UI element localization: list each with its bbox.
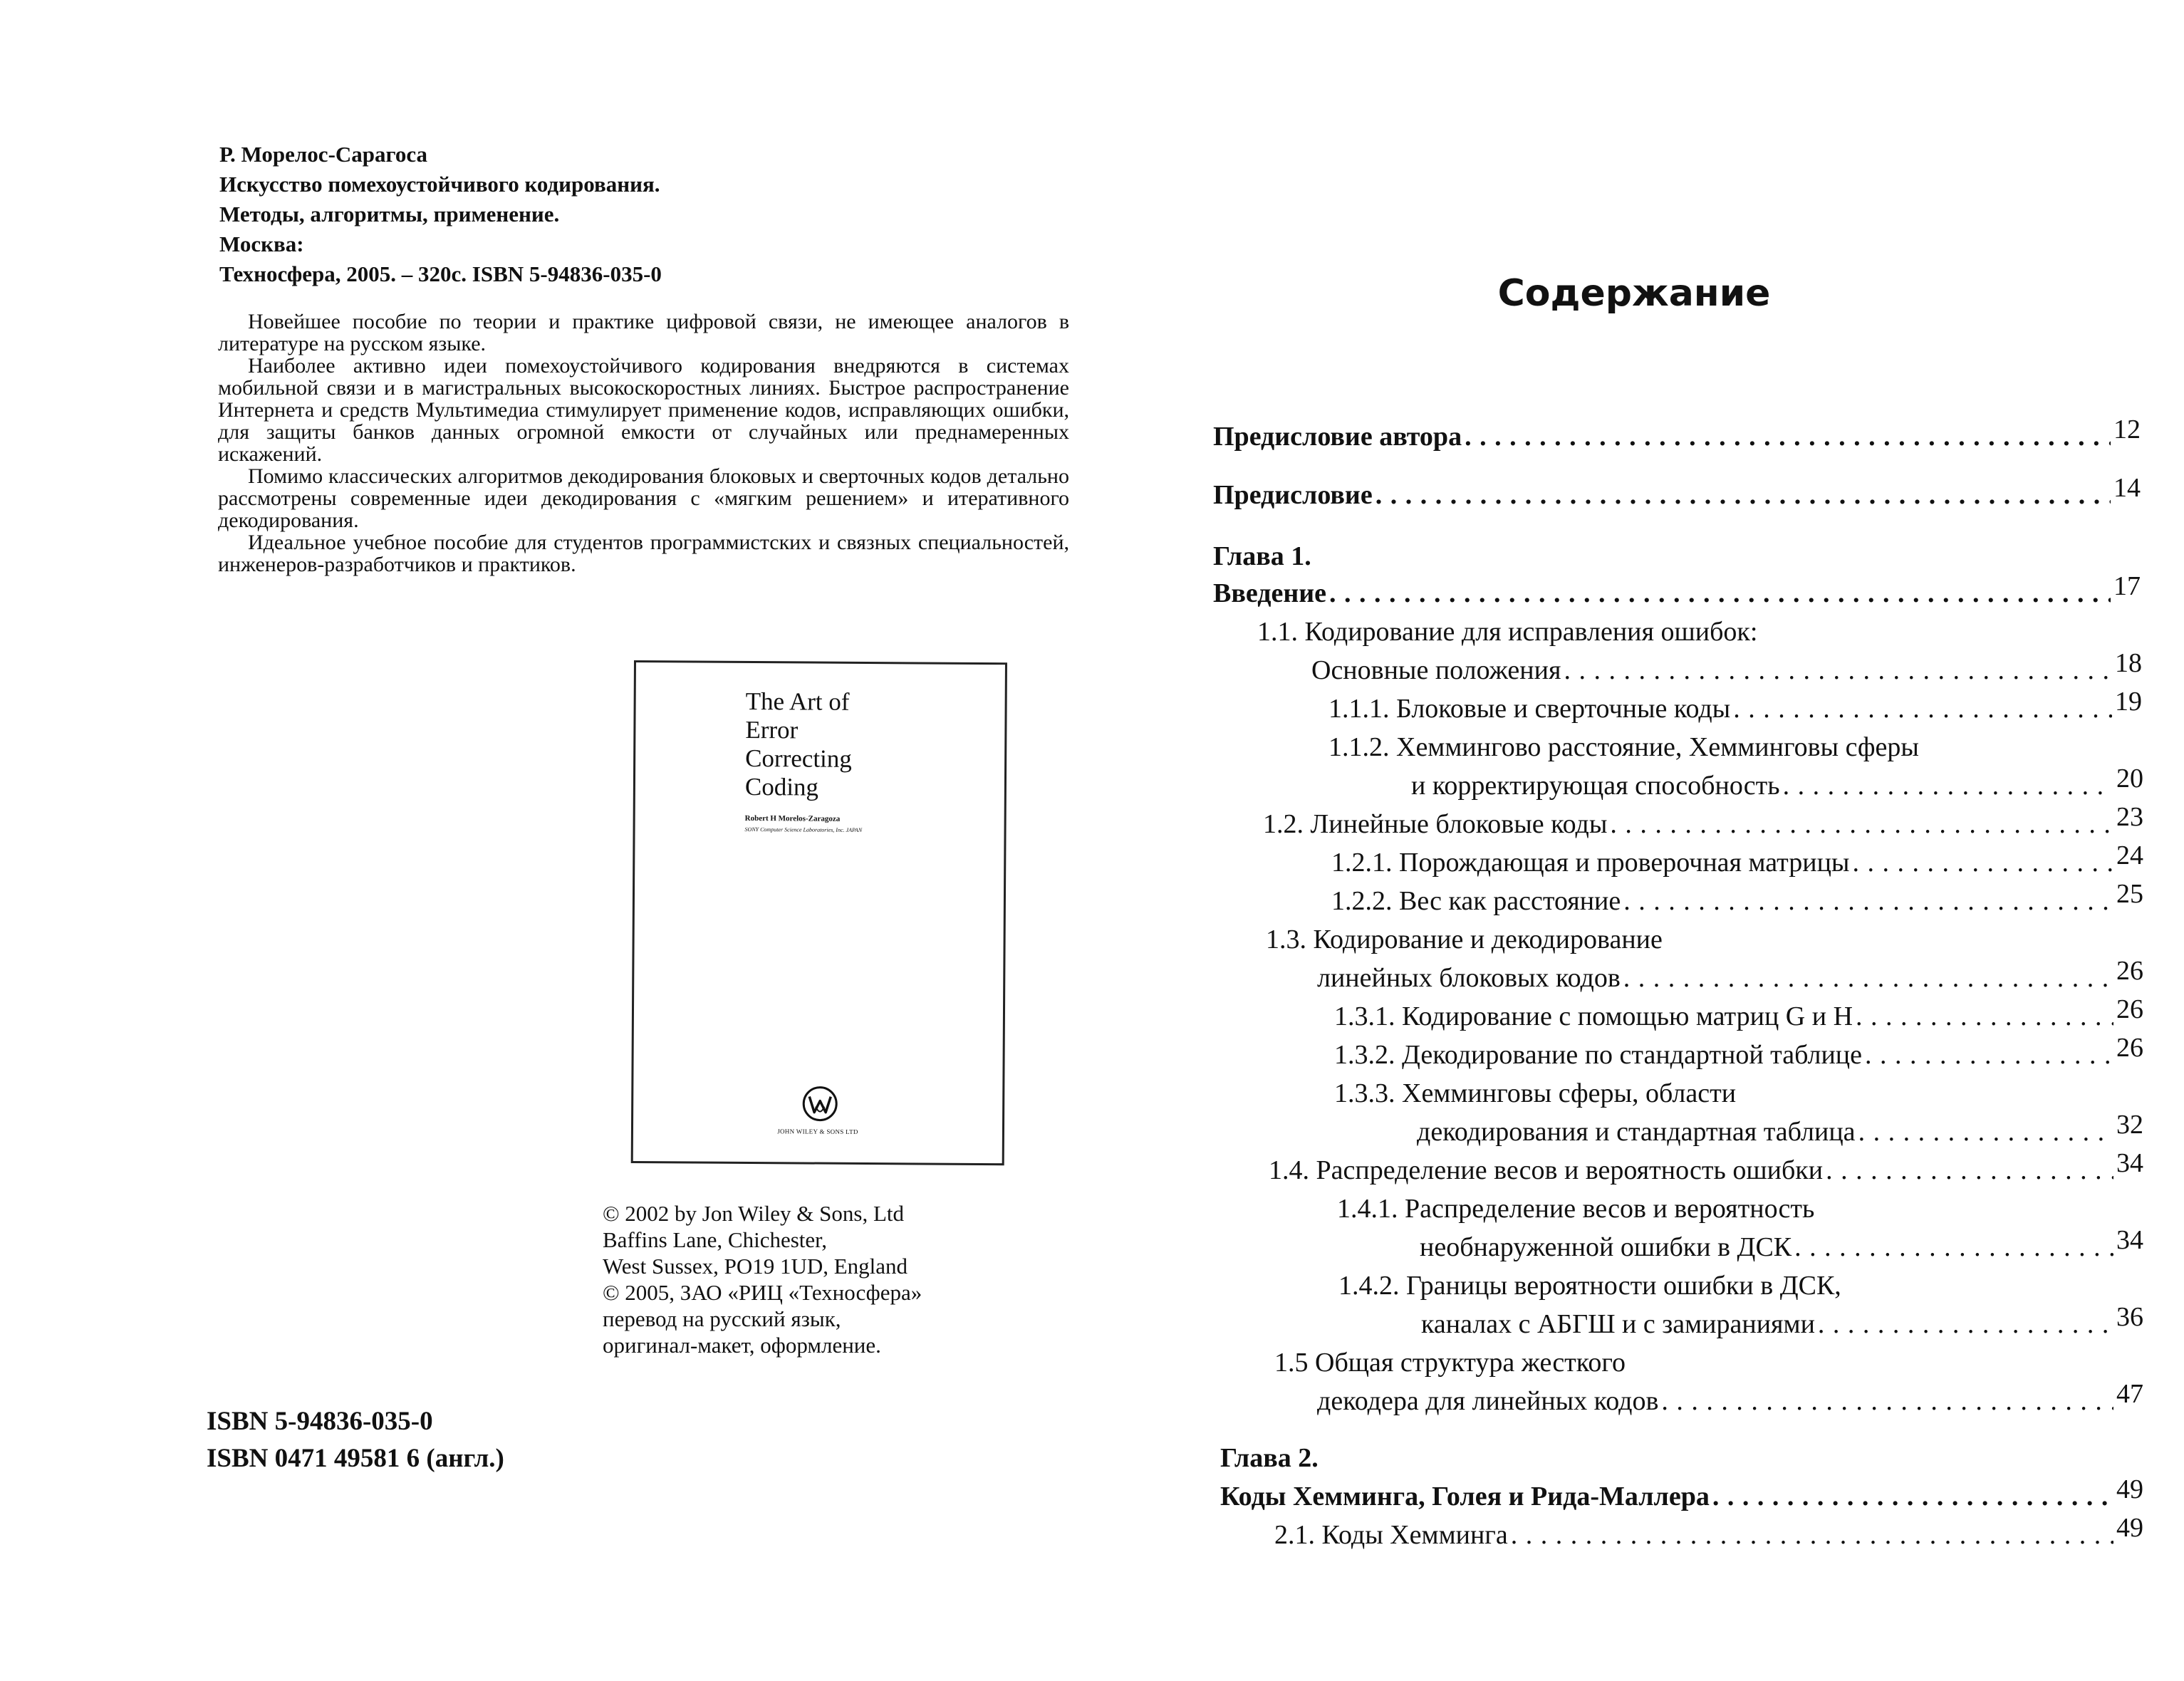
toc-leader	[1733, 692, 2112, 725]
toc-entry[interactable]	[1311, 648, 2142, 687]
toc-entry-title: декодирования и стандартная таблица	[1417, 1117, 1856, 1147]
biblio-author: Р. Морелос-Сарагоса	[219, 142, 427, 167]
toc-entry-page: 49	[2116, 1474, 2143, 1504]
toc-leader	[1826, 1154, 2113, 1187]
toc-entry-title: 1.1.1. Блоковые и сверточные коды	[1328, 694, 1731, 724]
toc-entry-page: 34	[2116, 1148, 2143, 1178]
toc-entry[interactable]	[1334, 994, 2143, 1033]
toc-entry[interactable]	[1213, 473, 2141, 511]
toc-entry-title: Коды Хемминга, Голея и Рида-Маллера	[1220, 1482, 1710, 1511]
cover-publisher: JOHN WILEY & SONS LTD	[777, 1128, 858, 1135]
toc-entry-page: 23	[2116, 802, 2143, 832]
toc-entry-title: и корректирующая способность	[1411, 771, 1780, 801]
toc-leader	[1564, 654, 2112, 687]
toc-leader	[1376, 479, 2111, 511]
toc-leader	[1623, 962, 2113, 994]
toc-entry[interactable]	[1213, 571, 2141, 610]
toc-entry-title: 1.2.2. Вес как расстояние	[1331, 886, 1621, 916]
toc-entry[interactable]	[1274, 1513, 2143, 1551]
biblio-subtitle: Методы, алгоритмы, применение.	[219, 202, 560, 227]
toc-entry-page: 49	[2116, 1513, 2143, 1543]
biblio-publisher-isbn: Техносфера, 2005. – 320с. ISBN 5-94836-035-0	[219, 261, 662, 286]
isbn-block	[207, 1403, 504, 1477]
cover-author: Robert H Morelos-Zaragoza	[744, 813, 841, 823]
toc-leader	[1329, 577, 2111, 610]
cover-title-line: The Art of	[745, 687, 850, 716]
toc-entry-page: 25	[2116, 879, 2143, 909]
toc-leader	[1818, 1308, 2113, 1341]
toc-leader	[1465, 420, 2111, 453]
toc-entry-page: 34	[2116, 1225, 2143, 1255]
toc-leader	[1623, 885, 2113, 917]
toc-entry[interactable]	[1269, 1148, 2143, 1187]
toc-leader	[1661, 1385, 2113, 1417]
toc-entry-title: 1.1.2. Хеммингово расстояние, Хемминговы сферы	[1328, 732, 1919, 762]
toc-leader	[1783, 769, 2113, 802]
toc-entry-title: 1.2.1. Порождающая и проверочная матрицы	[1331, 848, 1850, 878]
annotation	[218, 311, 1069, 576]
annotation-paragraph: Наиболее активно идеи помехоустойчивого кодирования внедряются в системах мобильной связи и в магистральных высокоскоростных линиях. Быстрое распространение Интернета и средств Мультимедиа стимулирует применение кодов, исправляющих ошибки, для защиты банков данных огромной емкости от случайных или преднамеренных искажений.	[218, 354, 1069, 466]
toc-entry-page: 24	[2116, 840, 2143, 870]
toc-entry-title: 1.3.2. Декодирование по стандартной таблице	[1334, 1040, 1862, 1070]
toc-leader	[1511, 1519, 2113, 1551]
toc-chapter-label: Глава 2.	[1220, 1443, 1319, 1473]
copyright-line: оригинал-макет, оформление.	[603, 1333, 881, 1358]
copyright-line: © 2005, ЗАО «РИЦ «Техносфера»	[603, 1280, 922, 1305]
toc-entry[interactable]	[1317, 956, 2143, 994]
toc-chapter-label: Глава 1.	[1213, 541, 1311, 571]
isbn-english: ISBN 0471 49581 6 (англ.)	[207, 1444, 504, 1473]
wiley-logo-icon	[801, 1085, 838, 1122]
annotation-paragraph: Новейшее пособие по теории и практике цифровой связи, не имеющее аналогов в литературе на русском языке.	[218, 310, 1069, 355]
toc-entry[interactable]	[1331, 879, 2143, 917]
toc-entry-title: Основные положения	[1311, 655, 1561, 685]
toc-entry-title: Предисловие	[1213, 480, 1373, 510]
toc-entry[interactable]	[1331, 840, 2143, 879]
toc-entry[interactable]	[1334, 1033, 2143, 1071]
toc-entry-title: 1.4.2. Границы вероятности ошибки в ДСК,	[1338, 1271, 1841, 1301]
toc-entry-title: 1.4. Распределение весов и вероятность ошибки	[1269, 1155, 1824, 1185]
toc-entry[interactable]	[1417, 1110, 2143, 1148]
toc-entry[interactable]	[1421, 1302, 2143, 1341]
toc-entry[interactable]	[1220, 1474, 2143, 1513]
toc-leader	[1856, 1000, 2113, 1033]
toc-entry-page: 36	[2116, 1302, 2143, 1332]
toc-entry-title: линейных блоковых кодов	[1317, 963, 1621, 993]
toc-entry-page: 26	[2116, 956, 2143, 986]
copyright-line: © 2002 by Jon Wiley & Sons, Ltd	[603, 1201, 905, 1226]
toc-entry[interactable]	[1328, 687, 2142, 725]
biblio-city: Москва:	[219, 231, 304, 256]
toc-entry-page: 18	[2115, 648, 2142, 678]
toc-leader	[1852, 846, 2113, 879]
original-cover-image	[631, 660, 1007, 1165]
toc-leader	[1610, 808, 2113, 840]
toc-entry-page: 12	[2113, 415, 2141, 444]
toc-entry-title: каналах с АБГШ и с замираниями	[1421, 1309, 1815, 1339]
toc-entry-title: 1.3.3. Хемминговы сферы, области	[1334, 1078, 1737, 1108]
copyright-notice	[603, 1200, 922, 1358]
toc-entry-page: 14	[2113, 473, 2141, 503]
cover-title-line: Error	[745, 715, 799, 744]
toc-entry-page: 26	[2116, 1033, 2143, 1063]
toc-entry-page: 32	[2116, 1110, 2143, 1140]
cover-title-line: Coding	[744, 772, 819, 801]
toc-entry-title: 1.3. Кодирование и декодирование	[1266, 925, 1663, 954]
isbn-russian: ISBN 5-94836-035-0	[207, 1407, 433, 1436]
toc-entry-title: 1.2. Линейные блоковые коды	[1263, 809, 1608, 839]
copyright-line: Baffins Lane, Chichester,	[603, 1227, 827, 1252]
cover-title	[745, 687, 853, 802]
toc-leader	[1858, 1115, 2113, 1148]
toc-entry-title: 1.5 Общая структура жесткого	[1274, 1348, 1626, 1378]
toc-entry[interactable]	[1213, 415, 2141, 453]
toc-entry-title: 1.4.1. Распределение весов и вероятность	[1337, 1194, 1815, 1224]
toc-entry-title: Предисловие автора	[1213, 422, 1462, 452]
annotation-paragraph: Идеальное учебное пособие для студентов программистских и связных специальностей, инженеров-разработчиков и практиков.	[218, 531, 1069, 576]
toc-entry[interactable]	[1317, 1379, 2143, 1417]
table-of-contents	[1092, 0, 2184, 1681]
toc-entry[interactable]	[1263, 802, 2143, 840]
toc-entry-title: необнаруженной ошибки в ДСК	[1420, 1232, 1792, 1262]
toc-entry-title: Введение	[1213, 578, 1326, 608]
toc-leader	[1712, 1480, 2113, 1513]
right-page	[1092, 0, 2184, 1681]
toc-leader	[1794, 1231, 2113, 1264]
toc-entry-title: 2.1. Коды Хемминга	[1274, 1520, 1508, 1550]
toc-entry-page: 17	[2113, 571, 2141, 601]
toc-entry[interactable]	[1411, 764, 2143, 802]
toc-entry-title: декодера для линейных кодов	[1317, 1386, 1659, 1416]
copyright-line: перевод на русский язык,	[603, 1306, 841, 1331]
toc-entry-title: 1.3.1. Кодирование с помощью матриц G и H	[1334, 1001, 1853, 1031]
cover-title-line: Correcting	[745, 744, 852, 773]
toc-entry-page: 47	[2116, 1379, 2143, 1409]
toc-entry[interactable]	[1420, 1225, 2143, 1264]
toc-heading: Содержание	[1497, 272, 1771, 315]
toc-entry-title: 1.1. Кодирование для исправления ошибок:	[1257, 617, 1758, 647]
toc-leader	[1865, 1039, 2113, 1071]
biblio-title: Искусство помехоустойчивого кодирования.	[219, 172, 660, 197]
copyright-line: West Sussex, PO19 1UD, England	[603, 1254, 908, 1279]
annotation-paragraph: Помимо классических алгоритмов декодирования блоковых и сверточных кодов детально рассмотрены современные идеи декодирования с «мягким решением» и итеративного декодирования.	[218, 464, 1069, 532]
toc-entry-page: 26	[2116, 994, 2143, 1024]
bibliographic-record	[219, 140, 662, 289]
toc-entry-page: 20	[2116, 764, 2143, 793]
cover-affiliation: SONY Computer Science Laboratories, Inc. JAPAN	[744, 826, 863, 833]
toc-entry-page: 19	[2115, 687, 2142, 717]
